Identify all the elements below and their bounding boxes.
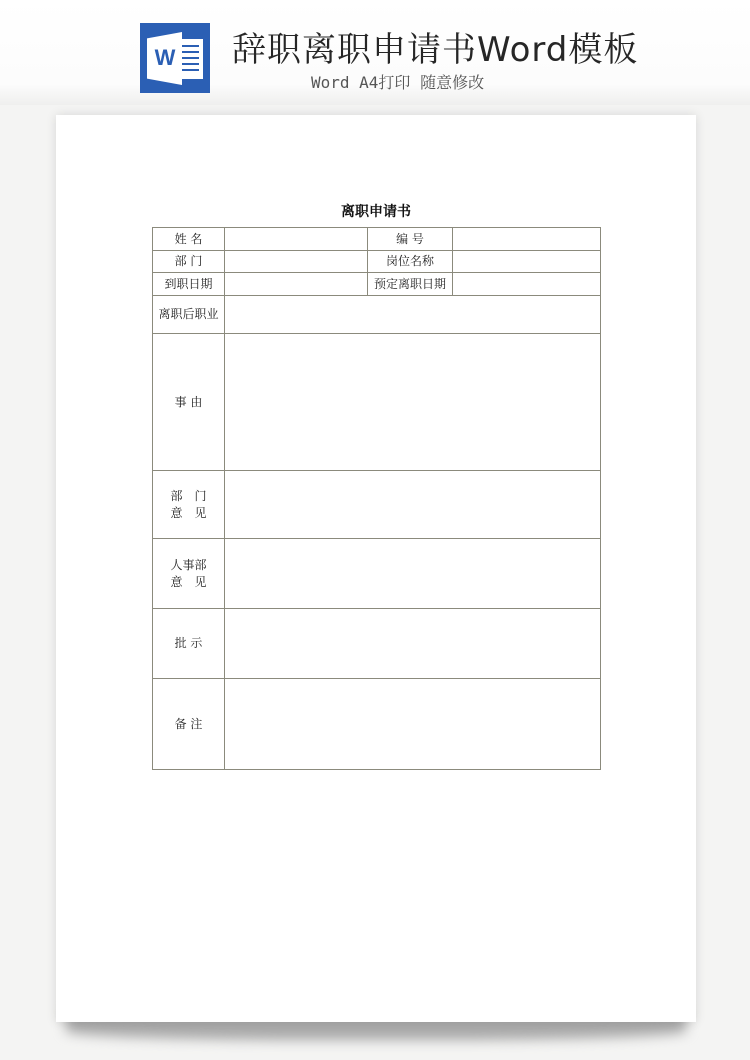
word-icon-letter: W (154, 45, 176, 70)
table-row (153, 296, 601, 334)
table-row (153, 679, 601, 770)
label-start-date: 到职日期 (153, 273, 225, 296)
field-hr-opinion[interactable] (225, 539, 601, 609)
field-remarks[interactable] (225, 679, 601, 770)
table-row (153, 539, 601, 609)
banner-title: 辞职离职申请书Word模板 (232, 30, 639, 70)
table-row (153, 334, 601, 471)
table-row (153, 609, 601, 679)
resignation-form-table (152, 227, 601, 770)
field-planned-leave-date[interactable] (453, 273, 601, 296)
label-name: 姓 名 (153, 228, 225, 251)
field-department[interactable] (225, 251, 368, 273)
label-next-occupation: 离职后职业 (153, 296, 225, 334)
label-number: 编 号 (368, 228, 453, 251)
label-remarks: 备 注 (153, 679, 225, 770)
label-department: 部 门 (153, 251, 225, 273)
label-approval: 批 示 (153, 609, 225, 679)
field-department-opinion[interactable] (225, 471, 601, 539)
label-planned-leave-date: 预定离职日期 (368, 273, 453, 296)
table-row (153, 471, 601, 539)
label-reason: 事 由 (153, 334, 225, 471)
field-reason[interactable] (225, 334, 601, 471)
document-title: 离职申请书 (341, 204, 411, 220)
label-department-opinion: 部 门 意 见 (153, 471, 225, 539)
field-number[interactable] (453, 228, 601, 251)
field-next-occupation[interactable] (225, 296, 601, 334)
banner-subtitle: Word A4打印 随意修改 (311, 73, 485, 92)
document-page (56, 115, 696, 1022)
table-row (153, 228, 601, 251)
label-hr-opinion: 人事部 意 见 (153, 539, 225, 609)
field-position[interactable] (453, 251, 601, 273)
label-position: 岗位名称 (368, 251, 453, 273)
word-icon (140, 23, 210, 93)
table-row (153, 273, 601, 296)
field-name[interactable] (225, 228, 368, 251)
field-start-date[interactable] (225, 273, 368, 296)
table-row (153, 251, 601, 273)
field-approval[interactable] (225, 609, 601, 679)
